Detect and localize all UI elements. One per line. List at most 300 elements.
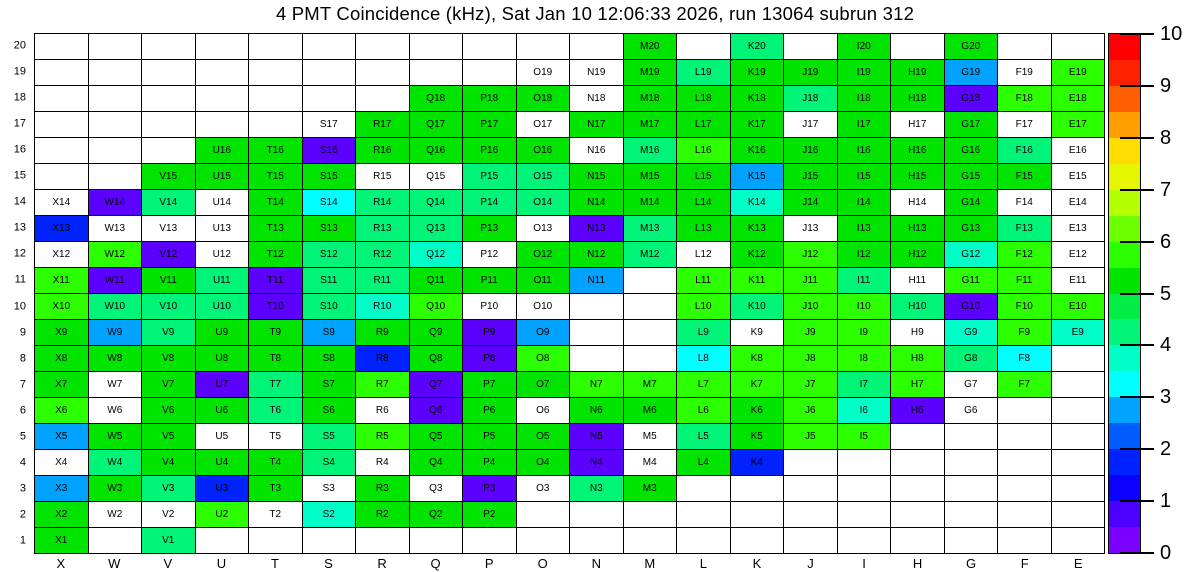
- heatmap-cell: E16: [1052, 138, 1105, 163]
- heatmap-cell: X7: [35, 372, 88, 397]
- column-label: R: [377, 556, 387, 571]
- heatmap-cell: M3: [624, 476, 677, 501]
- heatmap-cell: J17: [784, 112, 837, 137]
- heatmap-cell: N19: [570, 60, 623, 85]
- heatmap-cell: K4: [731, 450, 784, 475]
- heatmap-cell: M15: [624, 164, 677, 189]
- heatmap-cell: V6: [142, 398, 195, 423]
- heatmap-cell: M13: [624, 216, 677, 241]
- heatmap-cell: F15: [998, 164, 1051, 189]
- heatmap-cell: O10: [517, 294, 570, 319]
- heatmap-cell: Q13: [410, 216, 463, 241]
- heatmap-cell: S10: [303, 294, 356, 319]
- heatmap-cell: S6: [303, 398, 356, 423]
- row-label: 20: [13, 39, 26, 52]
- heatmap-cell: [945, 476, 998, 501]
- heatmap-cell: I5: [838, 424, 891, 449]
- heatmap-cell: N5: [570, 424, 623, 449]
- colorbar-band: [1109, 345, 1140, 371]
- heatmap-cell: [945, 424, 998, 449]
- column-label: H: [912, 556, 923, 571]
- heatmap-cell: [517, 34, 570, 59]
- heatmap-cell: [1052, 34, 1105, 59]
- heatmap-cell: [463, 34, 516, 59]
- heatmap-cell: [142, 112, 195, 137]
- heatmap-cell: W4: [89, 450, 142, 475]
- heatmap-cell: [570, 294, 623, 319]
- column-label: P: [484, 556, 494, 571]
- chart-title: 4 PMT Coincidence (kHz), Sat Jan 10 12:06:33 2026, run 13064 subrun 312: [275, 3, 915, 24]
- heatmap-cell: U9: [196, 320, 249, 345]
- heatmap-cell: [1052, 346, 1105, 371]
- heatmap-cell: G16: [945, 138, 998, 163]
- heatmap-cell: [784, 476, 837, 501]
- heatmap-cell: Q6: [410, 398, 463, 423]
- heatmap-cell: N7: [570, 372, 623, 397]
- heatmap-cell: U14: [196, 190, 249, 215]
- heatmap-cell: Q15: [410, 164, 463, 189]
- column-label: Q: [430, 556, 441, 571]
- heatmap-cell: E12: [1052, 242, 1105, 267]
- y-axis-row-labels: [0, 33, 30, 554]
- heatmap-cell: W10: [89, 294, 142, 319]
- colorbar-band: [1109, 527, 1140, 553]
- heatmap-cell: J16: [784, 138, 837, 163]
- colorbar-tick-label: 7: [1160, 178, 1172, 201]
- row-label: 8: [19, 352, 26, 365]
- heatmap-cell: Q10: [410, 294, 463, 319]
- heatmap-cell: U10: [196, 294, 249, 319]
- colorbar-band: [1109, 397, 1140, 423]
- heatmap-cell: V3: [142, 476, 195, 501]
- heatmap-cell: M20: [624, 34, 677, 59]
- heatmap-cell: L4: [677, 450, 730, 475]
- row-label: 4: [19, 456, 26, 469]
- heatmap-cell: [731, 502, 784, 527]
- heatmap-cell: S12: [303, 242, 356, 267]
- heatmap-cell: L12: [677, 242, 730, 267]
- heatmap-cell: [570, 502, 623, 527]
- heatmap-cell: [356, 528, 409, 553]
- heatmap-cell: [891, 450, 944, 475]
- heatmap-cell: [677, 476, 730, 501]
- heatmap-cell: J15: [784, 164, 837, 189]
- heatmap-cell: [677, 34, 730, 59]
- colorbar-band: [1109, 216, 1140, 242]
- heatmap-cell: O6: [517, 398, 570, 423]
- heatmap-cell: J12: [784, 242, 837, 267]
- heatmap-cell: [463, 528, 516, 553]
- heatmap-cell: F17: [998, 112, 1051, 137]
- heatmap-cell: U2: [196, 502, 249, 527]
- heatmap-cell: [196, 34, 249, 59]
- heatmap-cell: K6: [731, 398, 784, 423]
- heatmap-cell: P15: [463, 164, 516, 189]
- heatmap-cell: K12: [731, 242, 784, 267]
- heatmap-cell: R8: [356, 346, 409, 371]
- heatmap-cell: W6: [89, 398, 142, 423]
- heatmap-cell: F11: [998, 268, 1051, 293]
- colorbar-band: [1109, 242, 1140, 268]
- heatmap-cell: [89, 60, 142, 85]
- colorbar-band: [1109, 86, 1140, 112]
- heatmap-cell: W8: [89, 346, 142, 371]
- heatmap-cell: [410, 34, 463, 59]
- heatmap-cell: [784, 528, 837, 553]
- heatmap-cell: G19: [945, 60, 998, 85]
- column-label: J: [807, 556, 814, 571]
- heatmap-cell: J8: [784, 346, 837, 371]
- heatmap-cell: V9: [142, 320, 195, 345]
- heatmap-cell: E18: [1052, 86, 1105, 111]
- heatmap-cell: V1: [142, 528, 195, 553]
- heatmap-cell: [624, 502, 677, 527]
- column-label: M: [644, 556, 656, 571]
- heatmap-cell: L9: [677, 320, 730, 345]
- row-label: 10: [13, 300, 26, 313]
- heatmap-cell: N11: [570, 268, 623, 293]
- row-label: 9: [19, 326, 26, 339]
- heatmap-cell: T12: [249, 242, 302, 267]
- row-label: 1: [19, 534, 26, 547]
- heatmap-cell: T3: [249, 476, 302, 501]
- heatmap-cell: [784, 450, 837, 475]
- heatmap-cell: X14: [35, 190, 88, 215]
- column-label: T: [270, 556, 279, 571]
- heatmap-cell: R6: [356, 398, 409, 423]
- heatmap-cell: S16: [303, 138, 356, 163]
- heatmap-cell: [410, 528, 463, 553]
- heatmap-cell: O16: [517, 138, 570, 163]
- row-label: 11: [14, 273, 26, 286]
- heatmap-cell: I14: [838, 190, 891, 215]
- colorbar-tick-label: 5: [1160, 282, 1172, 305]
- heatmap-cell: J7: [784, 372, 837, 397]
- heatmap-cell: V4: [142, 450, 195, 475]
- heatmap-cell: N6: [570, 398, 623, 423]
- heatmap-cell: T4: [249, 450, 302, 475]
- heatmap-cell: [1052, 450, 1105, 475]
- colorbar-band: [1109, 60, 1140, 86]
- heatmap-cell: [35, 112, 88, 137]
- colorbar-band: [1109, 190, 1140, 216]
- heatmap-cell: W12: [89, 242, 142, 267]
- heatmap-cell: O14: [517, 190, 570, 215]
- column-label: U: [216, 556, 227, 571]
- heatmap-cell: T10: [249, 294, 302, 319]
- heatmap-cell: I16: [838, 138, 891, 163]
- heatmap-cell: X12: [35, 242, 88, 267]
- heatmap-cell: K15: [731, 164, 784, 189]
- heatmap-cell: Q3: [410, 476, 463, 501]
- heatmap-cell: [891, 424, 944, 449]
- heatmap-cell: L7: [677, 372, 730, 397]
- heatmap-cell: E13: [1052, 216, 1105, 241]
- column-label: S: [324, 556, 333, 571]
- heatmap-cell: [410, 60, 463, 85]
- heatmap-cell: S4: [303, 450, 356, 475]
- heatmap-cell: W3: [89, 476, 142, 501]
- heatmap-cell: F10: [998, 294, 1051, 319]
- heatmap-cell: H12: [891, 242, 944, 267]
- heatmap-cell: [196, 112, 249, 137]
- heatmap-cell: L17: [677, 112, 730, 137]
- heatmap-cell: P18: [463, 86, 516, 111]
- heatmap-cell: [89, 138, 142, 163]
- heatmap-cell: [1052, 372, 1105, 397]
- heatmap-cell: X9: [35, 320, 88, 345]
- colorbar-band: [1109, 501, 1140, 527]
- heatmap-cell: [249, 528, 302, 553]
- heatmap-cell: U8: [196, 346, 249, 371]
- colorbar-band: [1109, 34, 1140, 60]
- heatmap-cell: E15: [1052, 164, 1105, 189]
- heatmap-cell: J13: [784, 216, 837, 241]
- heatmap-cell: L16: [677, 138, 730, 163]
- heatmap-cell: J14: [784, 190, 837, 215]
- heatmap-cell: [945, 502, 998, 527]
- heatmap-cell: H19: [891, 60, 944, 85]
- heatmap-cell: S8: [303, 346, 356, 371]
- heatmap-cell: H10: [891, 294, 944, 319]
- heatmap-cell: L13: [677, 216, 730, 241]
- heatmap-cell: H9: [891, 320, 944, 345]
- heatmap-cell: [35, 86, 88, 111]
- row-label: 14: [13, 195, 26, 208]
- heatmap-cell: T14: [249, 190, 302, 215]
- heatmap-cell: S13: [303, 216, 356, 241]
- heatmap-cell: [1052, 398, 1105, 423]
- heatmap-cell: [89, 112, 142, 137]
- heatmap-cell: H6: [891, 398, 944, 423]
- heatmap-cell: U4: [196, 450, 249, 475]
- heatmap-cell: N4: [570, 450, 623, 475]
- heatmap-cell: [196, 60, 249, 85]
- heatmap-cell: S7: [303, 372, 356, 397]
- heatmap-cell: O13: [517, 216, 570, 241]
- heatmap-cell: U6: [196, 398, 249, 423]
- heatmap-cell: [998, 502, 1051, 527]
- heatmap-cell: K17: [731, 112, 784, 137]
- heatmap-cell: N17: [570, 112, 623, 137]
- heatmap-cell: [196, 86, 249, 111]
- colorbar: [1108, 33, 1141, 554]
- heatmap-cell: F18: [998, 86, 1051, 111]
- heatmap-cell: F7: [998, 372, 1051, 397]
- heatmap-cell: K20: [731, 34, 784, 59]
- heatmap-cell: [1052, 476, 1105, 501]
- heatmap-cell: M12: [624, 242, 677, 267]
- heatmap-cell: R14: [356, 190, 409, 215]
- heatmap-cell: [677, 502, 730, 527]
- column-label: L: [699, 556, 707, 571]
- heatmap-cell: R13: [356, 216, 409, 241]
- heatmap-cell: R2: [356, 502, 409, 527]
- heatmap-cell: [998, 528, 1051, 553]
- heatmap-cell: P9: [463, 320, 516, 345]
- heatmap-cell: [249, 34, 302, 59]
- heatmap-cell: H7: [891, 372, 944, 397]
- heatmap-cell: J10: [784, 294, 837, 319]
- heatmap-cell: T7: [249, 372, 302, 397]
- heatmap-cell: Q8: [410, 346, 463, 371]
- heatmap-cell: R5: [356, 424, 409, 449]
- heatmap-cell: J9: [784, 320, 837, 345]
- heatmap-cell: [998, 398, 1051, 423]
- heatmap-cell: X11: [35, 268, 88, 293]
- heatmap-cell: H13: [891, 216, 944, 241]
- heatmap-cell: K11: [731, 268, 784, 293]
- heatmap-cell: V8: [142, 346, 195, 371]
- heatmap-cell: V5: [142, 424, 195, 449]
- heatmap-cell: G12: [945, 242, 998, 267]
- heatmap-cell: [570, 528, 623, 553]
- heatmap-cell: T16: [249, 138, 302, 163]
- heatmap-cell: P6: [463, 398, 516, 423]
- heatmap-cell: X6: [35, 398, 88, 423]
- column-label: N: [591, 556, 601, 571]
- column-label: V: [163, 556, 173, 571]
- heatmap-cell: Q9: [410, 320, 463, 345]
- heatmap-cell: S17: [303, 112, 356, 137]
- heatmap-cell: [142, 60, 195, 85]
- heatmap-cell: P11: [463, 268, 516, 293]
- heatmap-cell: I17: [838, 112, 891, 137]
- colorbar-tick-label: 1: [1160, 490, 1172, 513]
- heatmap-cell: P4: [463, 450, 516, 475]
- row-label: 2: [19, 508, 26, 521]
- heatmap-cell: G6: [945, 398, 998, 423]
- heatmap-cell: [142, 86, 195, 111]
- heatmap-cell: P2: [463, 502, 516, 527]
- heatmap-cell: I6: [838, 398, 891, 423]
- heatmap-cell: [945, 450, 998, 475]
- heatmap-cell: F8: [998, 346, 1051, 371]
- heatmap-cell: K9: [731, 320, 784, 345]
- row-label: 19: [13, 65, 26, 78]
- heatmap-cell: W13: [89, 216, 142, 241]
- column-label: W: [108, 556, 121, 571]
- heatmap-cell: [784, 34, 837, 59]
- heatmap-cell: [1052, 528, 1105, 553]
- heatmap-cell: G17: [945, 112, 998, 137]
- heatmap-cell: [838, 476, 891, 501]
- heatmap-cell: P16: [463, 138, 516, 163]
- heatmap-cell: [89, 34, 142, 59]
- heatmap-cell: G18: [945, 86, 998, 111]
- heatmap-cell: [89, 528, 142, 553]
- heatmap-cell: Q5: [410, 424, 463, 449]
- colorbar-band: [1109, 294, 1140, 320]
- heatmap-cell: [998, 476, 1051, 501]
- colorbar-tick-label: 9: [1160, 74, 1172, 97]
- heatmap-cell: N3: [570, 476, 623, 501]
- heatmap-cell: V13: [142, 216, 195, 241]
- heatmap-cell: M4: [624, 450, 677, 475]
- heatmap-cell: K10: [731, 294, 784, 319]
- colorbar-tick-label: 3: [1160, 386, 1172, 409]
- heatmap-cell: U7: [196, 372, 249, 397]
- row-label: 17: [13, 117, 26, 130]
- heatmap-cell: U12: [196, 242, 249, 267]
- heatmap-cell: [249, 86, 302, 111]
- heatmap-cell: X5: [35, 424, 88, 449]
- heatmap-cell: V2: [142, 502, 195, 527]
- heatmap-cell: [945, 528, 998, 553]
- heatmap-cell: G15: [945, 164, 998, 189]
- heatmap-cell: [35, 138, 88, 163]
- heatmap-cell: Q14: [410, 190, 463, 215]
- heatmap-cell: O17: [517, 112, 570, 137]
- row-label: 7: [19, 378, 26, 391]
- heatmap-cell: U13: [196, 216, 249, 241]
- heatmap-cell: K13: [731, 216, 784, 241]
- heatmap-cell: M5: [624, 424, 677, 449]
- heatmap-cell: [570, 34, 623, 59]
- heatmap-cell: I12: [838, 242, 891, 267]
- heatmap-cell: U5: [196, 424, 249, 449]
- heatmap-cell: J11: [784, 268, 837, 293]
- heatmap-cell: L5: [677, 424, 730, 449]
- column-label: O: [537, 556, 548, 571]
- heatmap-cell: I18: [838, 86, 891, 111]
- heatmap-cell: O9: [517, 320, 570, 345]
- heatmap-cell: [570, 346, 623, 371]
- heatmap-cell: F9: [998, 320, 1051, 345]
- heatmap-cell: E11: [1052, 268, 1105, 293]
- heatmap-cell: F14: [998, 190, 1051, 215]
- heatmap-cell: [463, 60, 516, 85]
- heatmap-cell: I19: [838, 60, 891, 85]
- heatmap-cell: Q2: [410, 502, 463, 527]
- heatmap-cell: Q4: [410, 450, 463, 475]
- heatmap-cell: T15: [249, 164, 302, 189]
- heatmap-cell: [249, 112, 302, 137]
- row-label: 15: [13, 169, 26, 182]
- heatmap-cell: O3: [517, 476, 570, 501]
- heatmap-cell: K18: [731, 86, 784, 111]
- heatmap-cell: [731, 528, 784, 553]
- heatmap-cell: [517, 528, 570, 553]
- heatmap-cell: R4: [356, 450, 409, 475]
- heatmap-cell: V12: [142, 242, 195, 267]
- heatmap-cell: V10: [142, 294, 195, 319]
- heatmap-cell: [891, 528, 944, 553]
- heatmap-cell: P3: [463, 476, 516, 501]
- heatmap-cell: X13: [35, 216, 88, 241]
- heatmap-cell: T2: [249, 502, 302, 527]
- heatmap-cell: Q11: [410, 268, 463, 293]
- heatmap-cell: [303, 60, 356, 85]
- heatmap-cell: Q18: [410, 86, 463, 111]
- heatmap-cell: G20: [945, 34, 998, 59]
- heatmap-cell: [891, 476, 944, 501]
- heatmap-cell: L19: [677, 60, 730, 85]
- column-label: K: [752, 556, 762, 571]
- heatmap-cell: R7: [356, 372, 409, 397]
- heatmap-cell: U15: [196, 164, 249, 189]
- heatmap-cell: [89, 86, 142, 111]
- heatmap-cell: R16: [356, 138, 409, 163]
- heatmap-cell: W2: [89, 502, 142, 527]
- heatmap-cell: M6: [624, 398, 677, 423]
- colorbar-tick-label: 8: [1160, 126, 1172, 149]
- heatmap-cell: M19: [624, 60, 677, 85]
- heatmap-cell: [35, 34, 88, 59]
- colorbar-tick-label: 4: [1160, 334, 1172, 357]
- heatmap-cell: W11: [89, 268, 142, 293]
- colorbar-band: [1109, 268, 1140, 294]
